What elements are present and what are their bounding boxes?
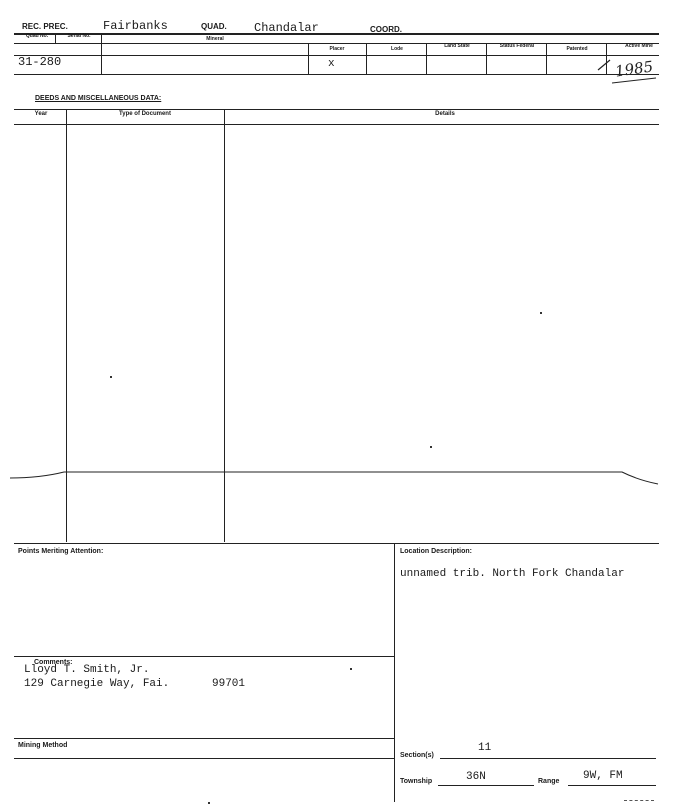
bottom-section-top-rule <box>14 543 659 544</box>
section-underline <box>440 758 656 759</box>
mineral-header: Mineral <box>206 36 224 42</box>
col-sep-quad <box>55 34 56 44</box>
location-label: Location Description: <box>400 548 472 555</box>
col-sep-placer <box>366 44 367 74</box>
quad-label: QUAD. <box>201 22 227 31</box>
township-label: Township <box>400 778 433 785</box>
rec-prec-label: REC. PREC. <box>22 22 68 31</box>
handwritten-year: 1985 <box>613 57 655 81</box>
lode-header: Lode <box>391 46 403 52</box>
deeds-header-bottom-rule <box>14 124 659 125</box>
header-bottom-rule <box>14 43 659 44</box>
col-sep-lode <box>426 44 427 74</box>
mining-top-rule <box>14 738 394 739</box>
township-value: 36N <box>466 771 486 783</box>
bottom-section-divider <box>394 544 395 802</box>
comments-label: Comments: <box>34 659 73 666</box>
speck <box>350 668 352 670</box>
range-underline <box>568 785 656 786</box>
corner-mark <box>624 800 654 801</box>
section-label: Section(s) <box>400 752 434 759</box>
township-underline <box>438 785 534 786</box>
range-label: Range <box>538 778 560 785</box>
deeds-header-top-rule <box>14 109 659 110</box>
year-column-header: Year <box>34 111 48 117</box>
patented-header: Patented <box>566 46 588 52</box>
speck <box>430 446 432 448</box>
quad-no-header: Quad No. <box>25 33 49 39</box>
speck <box>208 802 210 804</box>
speck <box>110 376 112 378</box>
mining-bottom-rule <box>14 758 394 759</box>
coord-label: COORD. <box>370 25 402 34</box>
details-column-header: Details <box>435 111 455 117</box>
handwritten-mark-icon <box>596 58 660 88</box>
fold-line <box>10 466 660 490</box>
comments-zip: 99701 <box>212 678 246 690</box>
col-sep-serial <box>101 34 102 74</box>
status-federal-header: Status Federal <box>499 43 535 49</box>
type-column-header: Type of Document <box>119 111 171 117</box>
comments-name: Lloyd T. Smith, Jr. <box>24 664 150 676</box>
col-sep-mineral <box>308 44 309 74</box>
rec-prec-value: Fairbanks <box>103 19 168 33</box>
placer-mark: x <box>328 58 335 70</box>
record-row-bottom-rule <box>14 74 659 75</box>
range-value: 9W, FM <box>583 770 623 782</box>
deeds-section-title: DEEDS AND MISCELLANEOUS DATA: <box>35 95 162 102</box>
col-sep-status <box>546 44 547 74</box>
record-row-mid-rule <box>14 55 659 56</box>
col-sep-land <box>486 44 487 74</box>
comments-top-rule <box>14 656 394 657</box>
speck <box>540 312 542 314</box>
comments-address: 129 Carnegie Way, Fai. <box>24 678 170 690</box>
serial-no-header: Serial No. <box>67 33 91 39</box>
header-top-rule <box>14 33 659 35</box>
quad-serial-value: 31-280 <box>18 55 62 69</box>
quad-value: Chandalar <box>254 21 319 35</box>
active-mine-header: Active Mine <box>625 43 653 49</box>
mining-method-label: Mining Method <box>18 742 68 749</box>
points-label: Points Meriting Attention: <box>18 548 104 555</box>
section-value: 11 <box>478 742 492 754</box>
placer-header: Placer <box>329 46 345 52</box>
location-value: unnamed trib. North Fork Chandalar <box>400 568 625 580</box>
land-state-header: Land State <box>444 43 470 49</box>
